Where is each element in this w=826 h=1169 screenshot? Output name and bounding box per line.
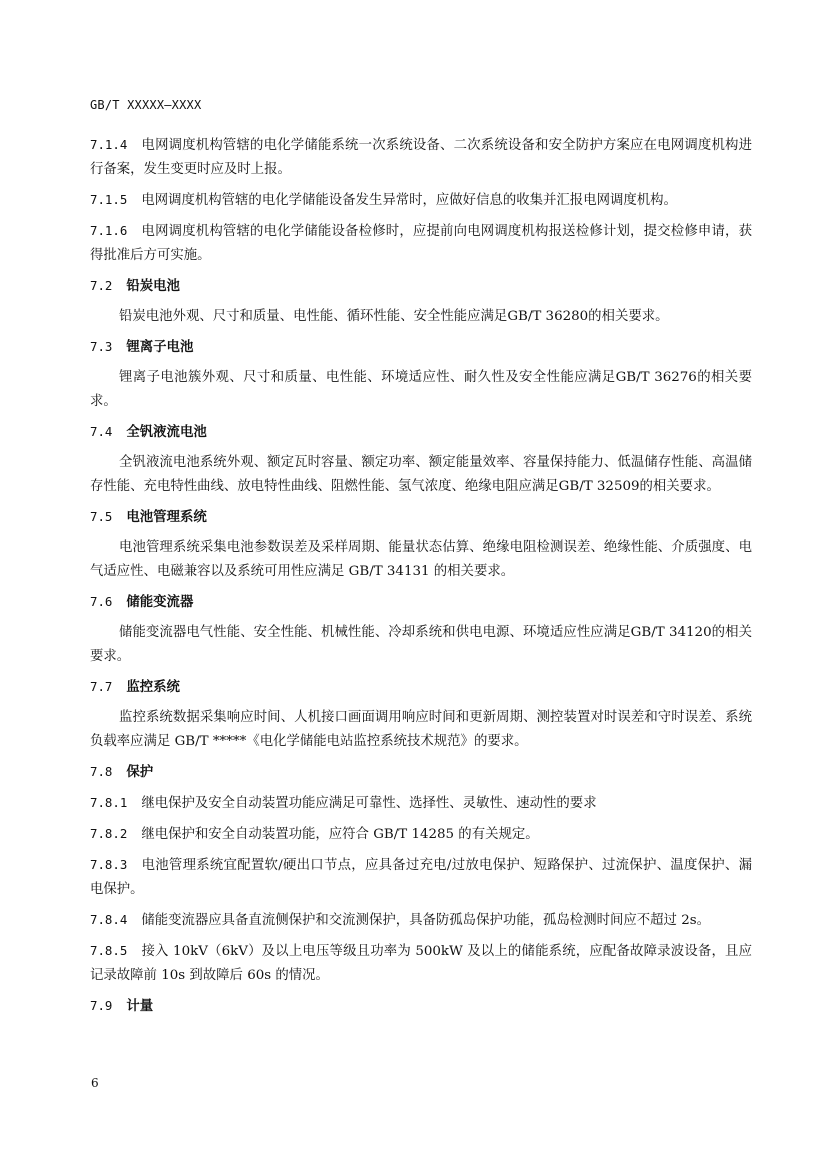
clause-text: 继电保护和安全自动装置功能，应符合 GB/T 14285 的有关规定。 xyxy=(141,827,539,842)
clause-7-1-5 xyxy=(90,188,752,213)
section-number: 7.3 xyxy=(90,339,113,354)
clause-number: 7.1.5 xyxy=(90,192,128,207)
clause-text: 电网调度机构管辖的电化学储能系统一次系统设备、二次系统设备和安全防护方案应在电网调度机构进行备案，发生变更时应及时上报。 xyxy=(90,138,752,177)
document-code-header: GB/T XXXXX—XXXX xyxy=(90,98,202,112)
section-number: 7.2 xyxy=(90,278,113,293)
section-heading-7-5 xyxy=(90,505,752,530)
section-heading-7-2 xyxy=(90,274,752,299)
clause-7-1-4 xyxy=(90,133,752,182)
clause-text: 继电保护及安全自动装置功能应满足可靠性、选择性、灵敏性、速动性的要求 xyxy=(141,796,597,811)
page-number: 6 xyxy=(91,1076,99,1090)
section-title: 监控系统 xyxy=(126,680,180,695)
section-body-7-7: 监控系统数据采集响应时间、人机接口画面调用响应时间和更新周期、测控装置对时误差和守时误差、系统负载率应满足 GB/T *****《电化学储能电站监控系统技术规范》的要求。 xyxy=(90,710,752,749)
section-heading-7-4 xyxy=(90,420,752,445)
clause-text: 电池管理系统宜配置软/硬出口节点，应具备过充电/过放电保护、短路保护、过流保护、温度保护、漏电保护。 xyxy=(90,858,752,897)
section-number: 7.7 xyxy=(90,679,113,694)
clause-text: 储能变流器应具备直流侧保护和交流测保护，具备防孤岛保护功能，孤岛检测时间应不超过 2s。 xyxy=(141,913,710,928)
clause-number: 7.8.3 xyxy=(90,857,128,872)
clause-number: 7.8.1 xyxy=(90,795,128,810)
section-title: 全钒液流电池 xyxy=(126,425,207,440)
section-heading-7-3 xyxy=(90,335,752,360)
section-title: 电池管理系统 xyxy=(126,510,207,525)
section-heading-7-8 xyxy=(90,760,752,785)
section-title: 铅炭电池 xyxy=(126,279,180,294)
section-title: 保护 xyxy=(126,765,154,780)
section-title: 计量 xyxy=(126,999,154,1014)
document-body xyxy=(90,133,752,1025)
clause-7-8-1 xyxy=(90,791,752,816)
clause-text: 电网调度机构管辖的电化学储能设备发生异常时，应做好信息的收集并汇报电网调度机构。 xyxy=(141,193,677,208)
clause-number: 7.8.5 xyxy=(90,943,128,958)
clause-7-8-5 xyxy=(90,939,752,988)
clause-7-8-4 xyxy=(90,908,752,933)
section-body-7-6: 储能变流器电气性能、安全性能、机械性能、冷却系统和供电电源、环境适应性应满足GB/T 34120的相关要求。 xyxy=(90,625,752,664)
section-number: 7.6 xyxy=(90,594,113,609)
section-body-7-2: 铅炭电池外观、尺寸和质量、电性能、循环性能、安全性能应满足GB/T 36280的相关要求。 xyxy=(119,309,669,324)
section-body-7-3: 锂离子电池簇外观、尺寸和质量、电性能、环境适应性、耐久性及安全性能应满足GB/T 36276的相关要求。 xyxy=(90,370,752,409)
section-heading-7-7 xyxy=(90,675,752,700)
section-number: 7.9 xyxy=(90,998,113,1013)
clause-number: 7.8.4 xyxy=(90,912,128,927)
section-body-7-5: 电池管理系统采集电池参数误差及采样周期、能量状态估算、绝缘电阻检测误差、绝缘性能、介质强度、电气适应性、电磁兼容以及系统可用性应满足 GB/T 34131 的相关要求。 xyxy=(90,540,752,579)
clause-number: 7.1.4 xyxy=(90,137,128,152)
clause-text: 接入 10kV（6kV）及以上电压等级且功率为 500kW 及以上的储能系统，应配备故障录波设备，且应记录故障前 10s 到故障后 60s 的情况。 xyxy=(90,944,752,983)
section-body-7-4: 全钒液流电池系统外观、额定瓦时容量、额定功率、额定能量效率、容量保持能力、低温储存性能、高温储存性能、充电特性曲线、放电特性曲线、阻燃性能、氢气浓度、绝缘电阻应满足GB/T 32509的相关要求。 xyxy=(90,455,752,494)
section-number: 7.8 xyxy=(90,764,113,779)
section-title: 锂离子电池 xyxy=(126,340,194,355)
clause-text: 电网调度机构管辖的电化学储能设备检修时，应提前向电网调度机构报送检修计划，提交检修申请，获得批准后方可实施。 xyxy=(90,224,752,263)
section-heading-7-6 xyxy=(90,590,752,615)
section-number: 7.5 xyxy=(90,509,113,524)
clause-number: 7.1.6 xyxy=(90,223,128,238)
clause-7-8-2 xyxy=(90,822,752,847)
clause-7-1-6 xyxy=(90,219,752,268)
section-title: 储能变流器 xyxy=(126,595,194,610)
clause-7-8-3 xyxy=(90,853,752,902)
section-heading-7-9 xyxy=(90,994,752,1019)
section-number: 7.4 xyxy=(90,424,113,439)
clause-number: 7.8.2 xyxy=(90,826,128,841)
